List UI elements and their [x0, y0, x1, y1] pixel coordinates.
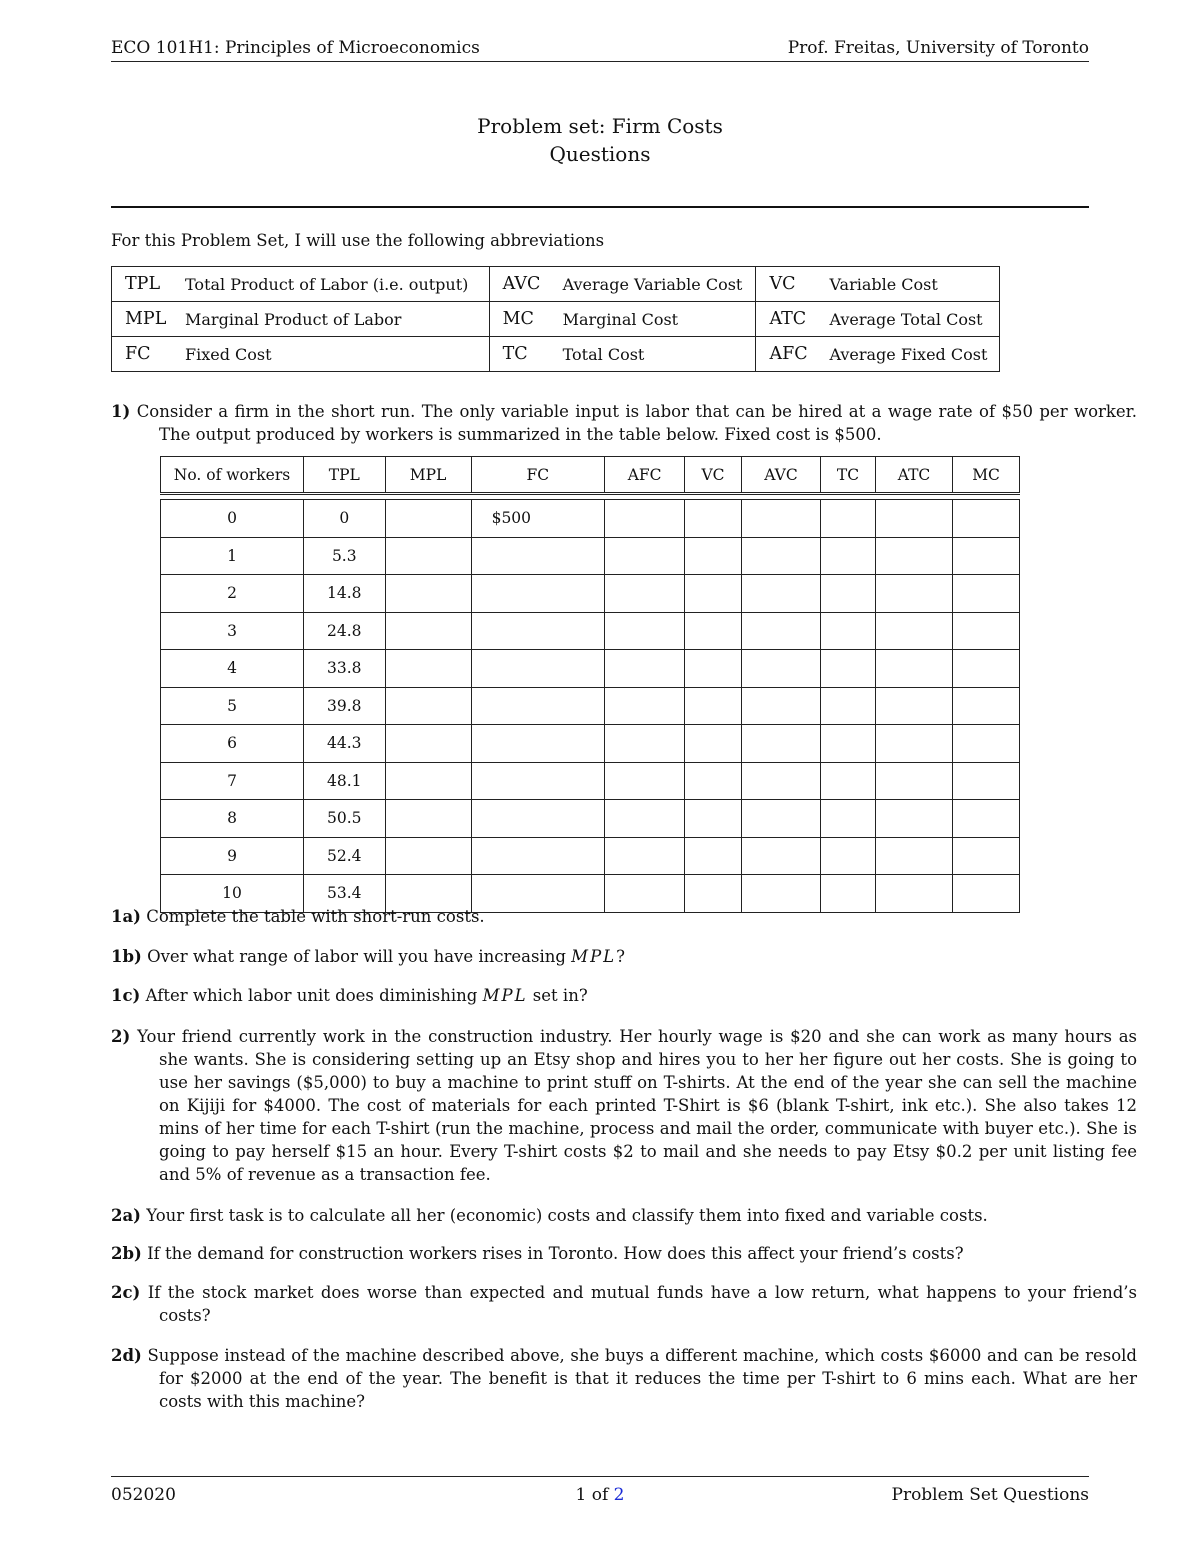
cell-blank: [685, 500, 742, 538]
abbreviation-key: VC: [756, 267, 820, 302]
abbreviation-key: FC: [112, 337, 176, 372]
cell-tpl: 52.4: [304, 837, 386, 875]
cell-blank: [385, 687, 471, 725]
question-text-pre: Over what range of labor will you have increasing: [147, 947, 572, 966]
intro-text: For this Problem Set, I will use the following abbreviations: [111, 231, 605, 250]
footer-label: Problem Set Questions: [891, 1485, 1089, 1505]
question-number: 2): [111, 1027, 131, 1046]
question-1b: [111, 945, 1089, 968]
cell-fc: [471, 537, 605, 575]
cell-blank: [605, 800, 685, 838]
cell-blank: [875, 500, 952, 538]
question-number: 2c): [111, 1283, 141, 1302]
cell-workers: 4: [161, 650, 304, 688]
abbreviation-meaning: Average Total Cost: [819, 302, 999, 337]
cell-fc: [471, 575, 605, 613]
cell-tpl: 48.1: [304, 762, 386, 800]
abbreviation-key: AVC: [489, 267, 553, 302]
cell-blank: [875, 575, 952, 613]
cell-blank: [685, 537, 742, 575]
cell-blank: [953, 575, 1020, 613]
abbreviation-meaning: Average Fixed Cost: [819, 337, 999, 372]
question-text: Your first task is to calculate all her (economic) costs and classify them into fixed and variable costs.: [146, 1206, 988, 1225]
page-header: [111, 38, 1089, 62]
title-line-1: Problem set: Firm Costs: [477, 114, 723, 138]
abbreviation-row: [112, 337, 1000, 372]
cell-blank: [385, 650, 471, 688]
cell-blank: [605, 650, 685, 688]
cell-blank: [821, 687, 876, 725]
table-row: [161, 762, 1020, 800]
table-row: [161, 500, 1020, 538]
cell-blank: [953, 650, 1020, 688]
abbreviation-meaning: Average Variable Cost: [553, 267, 756, 302]
cell-fc: [471, 650, 605, 688]
math-mpl: MPL: [482, 986, 528, 1005]
cell-workers: 1: [161, 537, 304, 575]
title-rule: [111, 206, 1089, 208]
cell-blank: [385, 837, 471, 875]
cell-tpl: 33.8: [304, 650, 386, 688]
cell-blank: [875, 800, 952, 838]
document-title: [111, 112, 1089, 168]
cell-blank: [741, 612, 820, 650]
cell-blank: [821, 837, 876, 875]
question-text: Consider a firm in the short run. The only variable input is labor that can be hired at a wage rate of $50 per worker. The output produced by workers is summarized in the table below. Fixed cost is $500.: [136, 402, 1137, 444]
cell-blank: [953, 612, 1020, 650]
cell-fc: [471, 687, 605, 725]
cell-blank: [875, 537, 952, 575]
column-header: FC: [471, 457, 605, 494]
title-line-2: Questions: [549, 142, 651, 166]
question-2: [111, 1025, 1137, 1186]
cell-blank: [821, 762, 876, 800]
cell-blank: [385, 725, 471, 763]
question-2b: [111, 1242, 1137, 1265]
question-number: 1b): [111, 947, 142, 966]
question-text: If the demand for construction workers rises in Toronto. How does this affect your friend’s costs?: [147, 1244, 964, 1263]
table-row: [161, 800, 1020, 838]
table-row: [161, 650, 1020, 688]
page-footer: [111, 1476, 1089, 1505]
cell-blank: [821, 537, 876, 575]
table-row: [161, 725, 1020, 763]
cell-blank: [741, 687, 820, 725]
cell-workers: 10: [161, 875, 304, 913]
column-header: ATC: [875, 457, 952, 494]
question-1: [111, 400, 1137, 446]
cell-blank: [953, 800, 1020, 838]
abbreviation-meaning: Total Cost: [553, 337, 756, 372]
cell-blank: [953, 762, 1020, 800]
cell-blank: [385, 762, 471, 800]
question-text-post: ?: [616, 947, 625, 966]
cell-blank: [741, 762, 820, 800]
page-number-prefix: 1 of: [575, 1485, 614, 1505]
abbreviation-row: [112, 267, 1000, 302]
column-header: MC: [953, 457, 1020, 494]
cost-table: [160, 456, 1020, 913]
cell-blank: [875, 687, 952, 725]
question-1a: [111, 905, 1089, 928]
abbreviations-table: [111, 266, 1000, 372]
cell-blank: [685, 725, 742, 763]
table-row: [161, 537, 1020, 575]
cell-blank: [741, 800, 820, 838]
cell-tpl: 14.8: [304, 575, 386, 613]
cell-fc: [471, 725, 605, 763]
cell-blank: [741, 837, 820, 875]
cell-blank: [741, 725, 820, 763]
abbreviation-row: [112, 302, 1000, 337]
abbreviation-key: ATC: [756, 302, 820, 337]
cell-workers: 3: [161, 612, 304, 650]
table-row: [161, 687, 1020, 725]
cell-blank: [875, 725, 952, 763]
cell-blank: [385, 537, 471, 575]
cell-tpl: 0: [304, 500, 386, 538]
cell-fc: [471, 800, 605, 838]
question-2c: [111, 1281, 1137, 1327]
cell-blank: [685, 612, 742, 650]
cell-blank: [605, 725, 685, 763]
cell-blank: [875, 612, 952, 650]
abbreviation-key: TC: [489, 337, 553, 372]
question-2d: [111, 1344, 1137, 1413]
cell-tpl: 50.5: [304, 800, 386, 838]
cell-blank: [685, 687, 742, 725]
cell-blank: [821, 500, 876, 538]
abbreviation-meaning: Variable Cost: [819, 267, 999, 302]
cell-fc: [471, 837, 605, 875]
question-number: 1a): [111, 907, 141, 926]
abbreviation-key: AFC: [756, 337, 820, 372]
column-header: AVC: [741, 457, 820, 494]
column-header: No. of workers: [161, 457, 304, 494]
cell-blank: [385, 800, 471, 838]
cell-workers: 6: [161, 725, 304, 763]
abbreviation-meaning: Marginal Product of Labor: [175, 302, 489, 337]
cell-tpl: 24.8: [304, 612, 386, 650]
column-header: MPL: [385, 457, 471, 494]
cell-blank: [953, 687, 1020, 725]
cell-blank: [821, 800, 876, 838]
cell-blank: [385, 612, 471, 650]
cell-tpl: 5.3: [304, 537, 386, 575]
cell-workers: 9: [161, 837, 304, 875]
question-number: 2a): [111, 1206, 141, 1225]
question-number: 2b): [111, 1244, 142, 1263]
cell-workers: 8: [161, 800, 304, 838]
cell-blank: [605, 500, 685, 538]
cell-blank: [685, 575, 742, 613]
page-total-link[interactable]: 2: [613, 1485, 625, 1505]
cell-blank: [685, 650, 742, 688]
abbreviation-key: MC: [489, 302, 553, 337]
cell-fc: $500: [471, 500, 605, 538]
cell-tpl: 44.3: [304, 725, 386, 763]
question-number: 2d): [111, 1346, 142, 1365]
cell-blank: [821, 575, 876, 613]
cell-blank: [685, 800, 742, 838]
abbreviation-key: TPL: [112, 267, 176, 302]
course-title: ECO 101H1: Principles of Microeconomics: [111, 38, 480, 58]
column-header: VC: [685, 457, 742, 494]
cell-workers: 5: [161, 687, 304, 725]
cell-blank: [953, 837, 1020, 875]
cell-blank: [953, 500, 1020, 538]
cell-workers: 0: [161, 500, 304, 538]
abbreviation-key: MPL: [112, 302, 176, 337]
column-header: TPL: [304, 457, 386, 494]
table-row: [161, 837, 1020, 875]
cell-tpl: 53.4: [304, 875, 386, 913]
question-1c: [111, 984, 1089, 1007]
abbreviation-meaning: Marginal Cost: [553, 302, 756, 337]
cell-blank: [875, 650, 952, 688]
cell-blank: [741, 650, 820, 688]
page-number: [111, 1485, 1089, 1505]
column-header: TC: [821, 457, 876, 494]
abbreviation-meaning: Total Product of Labor (i.e. output): [175, 267, 489, 302]
cell-blank: [875, 762, 952, 800]
cell-blank: [741, 500, 820, 538]
cell-blank: [605, 537, 685, 575]
cell-blank: [685, 762, 742, 800]
question-text: Suppose instead of the machine described above, she buys a different machine, which costs $6000 and can be resold for $2000 at the end of the year. The benefit is that it reduces the time per T-shirt to 6 mins each. What are her costs with this machine?: [147, 1346, 1137, 1411]
cell-blank: [605, 575, 685, 613]
cell-workers: 2: [161, 575, 304, 613]
cell-blank: [741, 537, 820, 575]
cell-blank: [953, 537, 1020, 575]
question-text-pre: After which labor unit does diminishing: [145, 986, 483, 1005]
cell-fc: [471, 762, 605, 800]
cell-blank: [875, 837, 952, 875]
question-text: Your friend currently work in the construction industry. Her hourly wage is $20 and she can work as many hours as she wants. She is considering setting up an Etsy shop and hires you to her her figure out her costs. She is going to use her savings ($5,000) to buy a machine to print stuff on T-shirts. At the end of the year she can sell the machine on Kijiji for $4000. The cost of materials for each printed T-Shirt is $6 (blank T-shirt, ink etc.). She also takes 12 mins of her time for each T-shirt (run the machine, process and mail the order, communicate with buyer etc.). She is going to pay herself $15 an hour. Every T-shirt costs $2 to mail and she needs to pay Etsy $0.2 per unit listing fee and 5% of revenue as a transaction fee.: [137, 1027, 1138, 1184]
table-row: [161, 575, 1020, 613]
cell-blank: [821, 650, 876, 688]
cell-blank: [605, 762, 685, 800]
table-row: [161, 612, 1020, 650]
footer-date: 052020: [111, 1485, 176, 1505]
question-number: 1): [111, 402, 131, 421]
cell-blank: [821, 612, 876, 650]
column-header: AFC: [605, 457, 685, 494]
cell-blank: [385, 500, 471, 538]
cell-blank: [953, 725, 1020, 763]
instructor: Prof. Freitas, University of Toronto: [787, 38, 1089, 58]
cell-workers: 7: [161, 762, 304, 800]
math-mpl: MPL: [571, 947, 617, 966]
question-number: 1c): [111, 986, 141, 1005]
cell-blank: [605, 612, 685, 650]
cell-tpl: 39.8: [304, 687, 386, 725]
question-text: If the stock market does worse than expected and mutual funds have a low return, what happens to your friend’s costs?: [147, 1283, 1137, 1325]
question-text-post: set in?: [527, 986, 588, 1005]
cell-blank: [741, 575, 820, 613]
cell-blank: [685, 837, 742, 875]
cell-blank: [821, 725, 876, 763]
abbreviation-meaning: Fixed Cost: [175, 337, 489, 372]
cell-blank: [605, 687, 685, 725]
question-text: Complete the table with short-run costs.: [146, 907, 485, 926]
cell-fc: [471, 612, 605, 650]
cell-blank: [605, 837, 685, 875]
cell-blank: [385, 575, 471, 613]
question-2a: [111, 1204, 1137, 1227]
